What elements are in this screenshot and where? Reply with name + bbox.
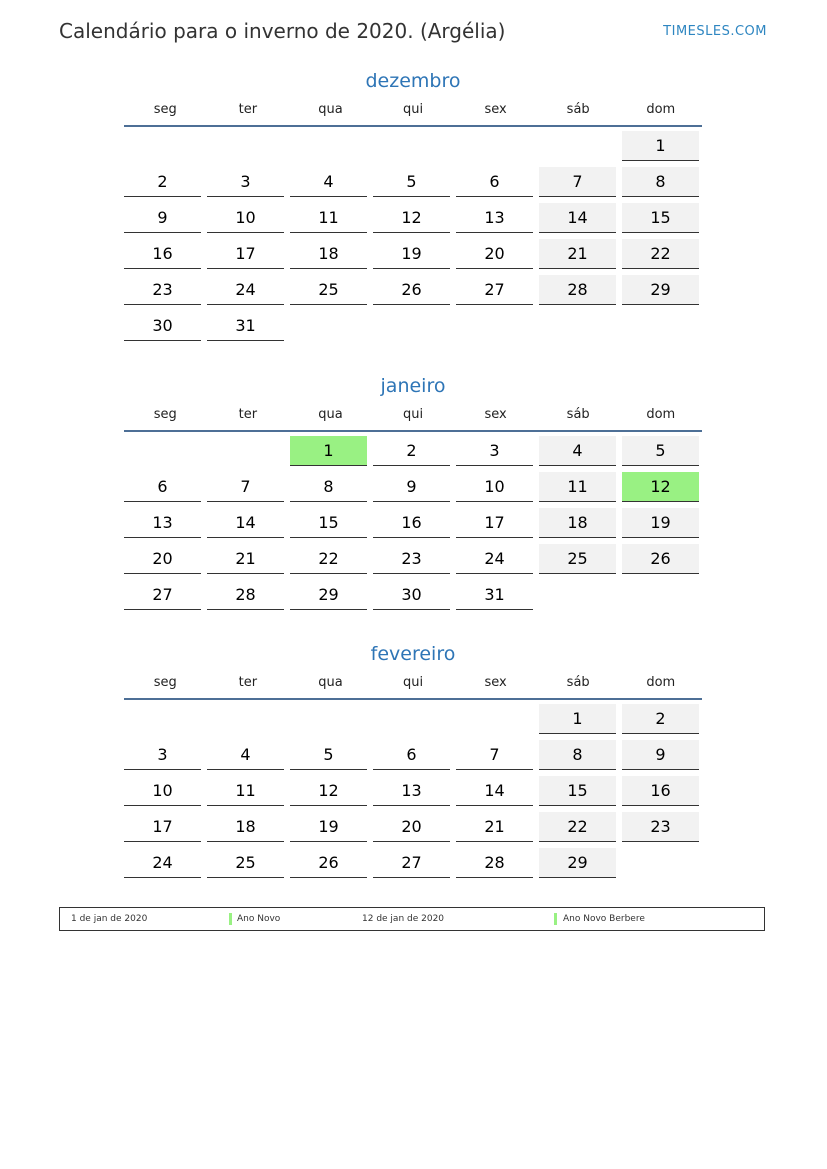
day-cell: 18 xyxy=(539,508,616,538)
weekday-label: seg xyxy=(153,407,177,422)
week-row xyxy=(124,576,702,612)
week-row xyxy=(124,540,702,576)
day-cell: 1 xyxy=(290,436,367,466)
week-row xyxy=(124,700,702,736)
day-cell: 11 xyxy=(290,203,367,233)
day-cell: 7 xyxy=(207,472,284,502)
weekday-label: dom xyxy=(646,675,676,690)
day-cell: 4 xyxy=(539,436,616,466)
day-cell: 24 xyxy=(456,544,533,574)
empty-day-cell xyxy=(539,580,616,610)
day-cell: 31 xyxy=(456,580,533,610)
week-row xyxy=(124,235,702,271)
day-cell: 12 xyxy=(373,203,450,233)
day-cell: 2 xyxy=(373,436,450,466)
day-cell: 17 xyxy=(124,812,201,842)
day-cell: 26 xyxy=(290,848,367,878)
day-cell: 23 xyxy=(622,812,699,842)
empty-day-cell xyxy=(290,704,367,734)
day-cell: 27 xyxy=(124,580,201,610)
weekday-label: qua xyxy=(318,407,343,422)
day-cell: 18 xyxy=(290,239,367,269)
day-cell: 19 xyxy=(373,239,450,269)
day-cell: 29 xyxy=(622,275,699,305)
week-row xyxy=(124,772,702,808)
weekday-header xyxy=(124,98,702,127)
day-cell: 20 xyxy=(124,544,201,574)
empty-day-cell xyxy=(124,131,201,161)
day-cell: 24 xyxy=(207,275,284,305)
day-cell: 13 xyxy=(373,776,450,806)
empty-day-cell xyxy=(622,311,699,341)
empty-day-cell xyxy=(124,704,201,734)
day-cell: 22 xyxy=(622,239,699,269)
day-cell: 17 xyxy=(207,239,284,269)
day-cell: 19 xyxy=(290,812,367,842)
day-cell: 8 xyxy=(539,740,616,770)
week-row xyxy=(124,199,702,235)
weekday-label: sex xyxy=(484,407,507,422)
weekday-label: qua xyxy=(318,675,343,690)
day-cell: 18 xyxy=(207,812,284,842)
day-cell: 22 xyxy=(290,544,367,574)
day-cell: 9 xyxy=(622,740,699,770)
day-cell: 27 xyxy=(456,275,533,305)
day-cell: 25 xyxy=(290,275,367,305)
day-cell: 3 xyxy=(207,167,284,197)
day-cell: 27 xyxy=(373,848,450,878)
weekday-label: ter xyxy=(238,675,258,690)
day-cell: 21 xyxy=(456,812,533,842)
day-cell: 16 xyxy=(373,508,450,538)
week-row xyxy=(124,808,702,844)
day-cell: 28 xyxy=(207,580,284,610)
month-february xyxy=(124,643,702,880)
legend-swatch-2 xyxy=(554,913,557,925)
day-cell: 5 xyxy=(373,167,450,197)
day-cell: 19 xyxy=(622,508,699,538)
holiday-legend xyxy=(59,907,765,931)
empty-day-cell xyxy=(207,436,284,466)
day-cell: 10 xyxy=(207,203,284,233)
day-cell: 29 xyxy=(539,848,616,878)
day-cell: 14 xyxy=(539,203,616,233)
legend-date-1: 1 de jan de 2020 xyxy=(71,914,148,924)
day-cell: 25 xyxy=(207,848,284,878)
day-cell: 29 xyxy=(290,580,367,610)
weekday-label: sáb xyxy=(566,102,590,117)
week-row xyxy=(124,736,702,772)
day-cell: 26 xyxy=(622,544,699,574)
empty-day-cell xyxy=(456,131,533,161)
day-cell: 9 xyxy=(373,472,450,502)
day-cell: 10 xyxy=(456,472,533,502)
day-cell: 15 xyxy=(622,203,699,233)
day-cell: 16 xyxy=(124,239,201,269)
legend-name-1: Ano Novo xyxy=(237,914,281,924)
day-cell: 31 xyxy=(207,311,284,341)
empty-day-cell xyxy=(124,436,201,466)
day-cell: 7 xyxy=(539,167,616,197)
day-cell: 22 xyxy=(539,812,616,842)
empty-day-cell xyxy=(290,311,367,341)
day-cell: 24 xyxy=(124,848,201,878)
weekday-label: qui xyxy=(402,102,424,117)
day-cell: 28 xyxy=(539,275,616,305)
weekday-label: ter xyxy=(238,102,258,117)
legend-date-2: 12 de jan de 2020 xyxy=(362,914,445,924)
month-name: janeiro xyxy=(380,375,446,397)
empty-day-cell xyxy=(290,131,367,161)
day-cell: 17 xyxy=(456,508,533,538)
day-cell: 13 xyxy=(124,508,201,538)
day-cell: 8 xyxy=(290,472,367,502)
day-cell: 16 xyxy=(622,776,699,806)
day-cell: 23 xyxy=(373,544,450,574)
day-cell: 11 xyxy=(539,472,616,502)
day-cell: 8 xyxy=(622,167,699,197)
weekday-header xyxy=(124,403,702,432)
day-cell: 10 xyxy=(124,776,201,806)
legend-swatch-1 xyxy=(229,913,232,925)
empty-day-cell xyxy=(456,311,533,341)
day-cell: 3 xyxy=(456,436,533,466)
weekday-label: seg xyxy=(153,102,177,117)
week-row xyxy=(124,844,702,880)
empty-day-cell xyxy=(373,704,450,734)
weekday-label: qua xyxy=(318,102,343,117)
day-cell: 6 xyxy=(124,472,201,502)
day-cell: 21 xyxy=(539,239,616,269)
day-cell: 2 xyxy=(124,167,201,197)
day-cell: 15 xyxy=(539,776,616,806)
day-cell: 13 xyxy=(456,203,533,233)
weekday-label: qui xyxy=(402,407,424,422)
day-cell: 6 xyxy=(456,167,533,197)
day-cell: 23 xyxy=(124,275,201,305)
week-row xyxy=(124,307,702,343)
empty-day-cell xyxy=(622,848,699,878)
day-cell: 12 xyxy=(622,472,699,502)
day-cell: 5 xyxy=(290,740,367,770)
weekday-label: dom xyxy=(646,102,676,117)
weekday-label: qui xyxy=(402,675,424,690)
day-cell: 30 xyxy=(373,580,450,610)
month-name: fevereiro xyxy=(370,643,456,665)
day-cell: 12 xyxy=(290,776,367,806)
day-cell: 2 xyxy=(622,704,699,734)
week-row xyxy=(124,271,702,307)
day-cell: 6 xyxy=(373,740,450,770)
day-cell: 20 xyxy=(456,239,533,269)
empty-day-cell xyxy=(539,131,616,161)
day-cell: 7 xyxy=(456,740,533,770)
weekday-header xyxy=(124,671,702,700)
brand-link[interactable]: TIMESLES.COM xyxy=(663,24,767,39)
weekday-label: dom xyxy=(646,407,676,422)
day-cell: 4 xyxy=(290,167,367,197)
day-cell: 20 xyxy=(373,812,450,842)
day-cell: 1 xyxy=(539,704,616,734)
weekday-label: sex xyxy=(484,675,507,690)
day-cell: 25 xyxy=(539,544,616,574)
day-cell: 15 xyxy=(290,508,367,538)
day-cell: 26 xyxy=(373,275,450,305)
day-cell: 28 xyxy=(456,848,533,878)
weekday-label: sáb xyxy=(566,675,590,690)
week-row xyxy=(124,432,702,468)
month-december xyxy=(124,70,702,343)
day-cell: 14 xyxy=(456,776,533,806)
day-cell: 5 xyxy=(622,436,699,466)
day-cell: 3 xyxy=(124,740,201,770)
empty-day-cell xyxy=(373,311,450,341)
empty-day-cell xyxy=(207,704,284,734)
weekday-label: seg xyxy=(153,675,177,690)
day-cell: 21 xyxy=(207,544,284,574)
month-name: dezembro xyxy=(365,70,461,92)
week-row xyxy=(124,504,702,540)
month-january xyxy=(124,375,702,612)
day-cell: 11 xyxy=(207,776,284,806)
day-cell: 4 xyxy=(207,740,284,770)
page-title: Calendário para o inverno de 2020. (Argélia) xyxy=(59,19,506,43)
day-cell: 14 xyxy=(207,508,284,538)
empty-day-cell xyxy=(456,704,533,734)
legend-name-2: Ano Novo Berbere xyxy=(563,914,645,924)
empty-day-cell xyxy=(373,131,450,161)
week-row xyxy=(124,127,702,163)
day-cell: 1 xyxy=(622,131,699,161)
weekday-label: sáb xyxy=(566,407,590,422)
weekday-label: sex xyxy=(484,102,507,117)
empty-day-cell xyxy=(207,131,284,161)
week-row xyxy=(124,163,702,199)
weekday-label: ter xyxy=(238,407,258,422)
empty-day-cell xyxy=(539,311,616,341)
week-row xyxy=(124,468,702,504)
day-cell: 9 xyxy=(124,203,201,233)
day-cell: 30 xyxy=(124,311,201,341)
empty-day-cell xyxy=(622,580,699,610)
